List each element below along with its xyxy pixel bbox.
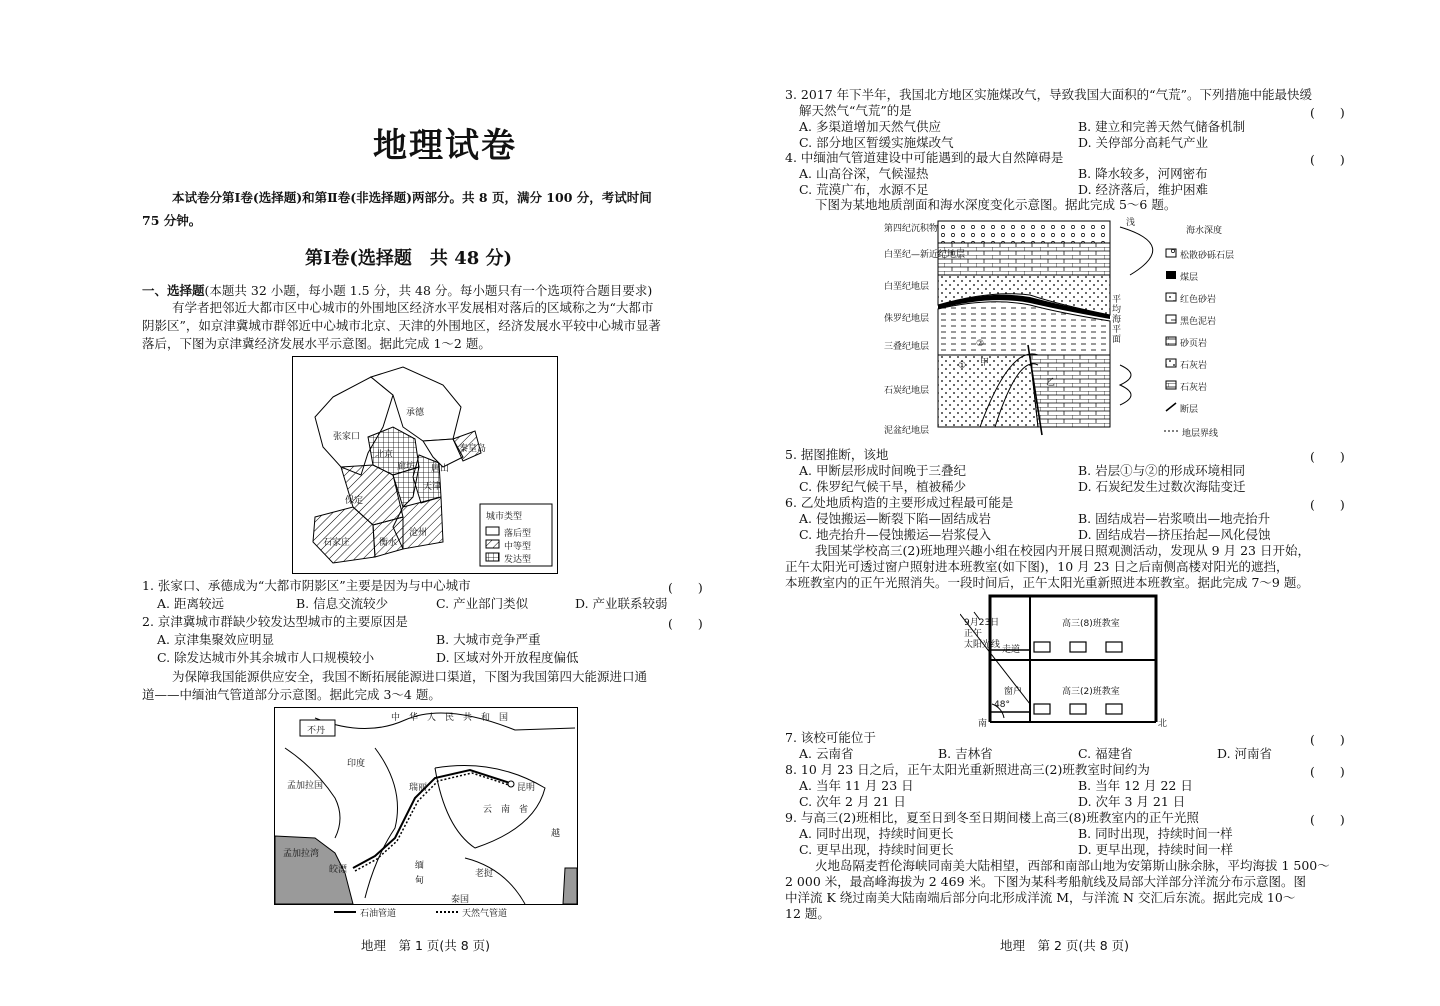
map1-legend-item: 中等型: [504, 542, 532, 552]
question-3: 3. 2017 年下半年，我国北方地区实施煤改气，导致我国大面积的“气荒”。下列措施中能最快缓: [785, 87, 1312, 102]
north-label: 北: [1158, 719, 1168, 729]
kunming-dot: [508, 781, 514, 787]
border-laos: [465, 858, 525, 904]
q9-option: C. 更早出现，持续时间更长: [799, 842, 954, 857]
jingjinji-map: [292, 356, 558, 574]
map1-label: 唐山: [431, 464, 450, 474]
geology-diagram: [880, 215, 1260, 445]
q3-option: B. 建立和完善天然气储备机制: [1078, 119, 1246, 134]
map2-label: 孟加拉国: [287, 781, 324, 791]
q7-option: D. 河南省: [1217, 746, 1273, 761]
building-diagram: [960, 592, 1180, 732]
geo-legend: 煤层: [1180, 273, 1199, 283]
gas-legend-line: [436, 911, 458, 913]
stratum-label: 泥盆纪地层: [884, 426, 930, 436]
q5-option: D. 石炭纪发生过数次海陆变迁: [1078, 479, 1246, 494]
question-6: 6. 乙处地质构造的主要形成过程最可能是: [785, 495, 1014, 510]
geo-legend: 石灰岩: [1180, 383, 1208, 393]
map1-label: 秦皇岛: [459, 444, 487, 454]
map1-label: 承德: [406, 408, 425, 418]
page-footer-left: 地理 第 1 页(共 8 页): [361, 938, 491, 953]
south-label: 南: [978, 719, 988, 729]
passage4-line: 正午太阳光可透过窗户照射进本班教室(如下图)，10 月 23 日之后南侧高楼对阳光的遮挡，: [785, 559, 1289, 574]
legend-swatch-medium: [486, 540, 499, 548]
geo-mark: 乙: [1046, 378, 1056, 388]
q1-option: B. 信息交流较少: [296, 596, 389, 611]
passage5-line: 中洋流 K 绕过南美大陆南端后部分向北形成洋流 M，与洋流 N 交汇后东流。据此完成 10～: [785, 890, 1296, 905]
q6-option: B. 固结成岩—岩浆喷出—地壳抬升: [1078, 511, 1271, 526]
passage1-line: 落后，下图为京津冀经济发展水平示意图。据此完成 1～2 题。: [142, 336, 491, 351]
angle-label: 48°: [994, 700, 1010, 710]
map2-label: 老挝: [475, 869, 494, 879]
map2-label: 缅: [415, 861, 425, 871]
passage4-line: 本班教室内的正午光照消失。一段时间后，正午太阳光重新照进本班教室。据此完成 7～9 题。: [785, 575, 1309, 590]
q6-option: A. 侵蚀搬运—断裂下陷—固结成岩: [799, 511, 991, 526]
pipeline-map-svg: [275, 708, 577, 904]
map1-legend-item: 落后型: [504, 529, 532, 539]
q4-option: A. 山高谷深，气候湿热: [799, 166, 929, 181]
corridor-label: 走道: [1002, 645, 1021, 655]
passage1-line: 有学者把邻近大都市区中心城市的外围地区经济水平发展相对落后的区域称之为“大都市: [172, 300, 654, 315]
map1-label: 沧州: [409, 528, 428, 538]
answer-paren: ( ): [1310, 732, 1345, 747]
pipeline-map: [274, 707, 578, 905]
q4-option: B. 降水较多，河网密布: [1078, 166, 1208, 181]
map1-label: 天津: [423, 482, 442, 492]
stratum-label: 三叠纪地层: [884, 342, 930, 352]
part1-heading: [142, 283, 652, 299]
stratum-label: 石炭纪地层: [884, 386, 930, 396]
answer-paren: ( ): [668, 616, 703, 631]
question-2: 2. 京津冀城市群缺少较发达型城市的主要原因是: [142, 614, 408, 629]
room-bottom-label: 高三(2)班教室: [1062, 687, 1120, 697]
q3-option: A. 多渠道增加天然气供应: [799, 119, 941, 134]
map1-label: 衡水: [379, 538, 398, 548]
passage1-line: 阴影区”，如京津冀城市群邻近中心城市北京、天津的外围地区，经济发展水平较中心城市显著: [142, 318, 661, 333]
q6-option: D. 固结成岩—挤压抬起—风化侵蚀: [1078, 527, 1271, 542]
passage3: 下图为某地地质剖面和海水深度变化示意图。据此完成 5～6 题。: [815, 197, 1177, 212]
map1-label: 北京: [375, 450, 394, 460]
stratum-label: 侏罗纪地层: [884, 314, 930, 324]
q3-option: D. 关停部分高耗气产业: [1078, 135, 1209, 150]
question-9: 9. 与高三(2)班相比，夏至日到冬至日期间楼上高三(8)班教室内的正午光照: [785, 810, 1199, 825]
q2-option: A. 京津集聚效应明显: [157, 632, 274, 647]
q1-option: C. 产业部门类似: [436, 596, 529, 611]
map2-legend-oil: 石油管道: [360, 909, 397, 919]
page-title: 地理试卷: [373, 126, 517, 166]
q4-option: D. 经济落后，维护困难: [1078, 182, 1209, 197]
answer-paren: ( ): [1310, 152, 1345, 167]
room-top-label: 高三(8)班教室: [1062, 619, 1120, 629]
answer-paren: ( ): [1310, 497, 1345, 512]
sun-label-line1: 9月23日正午: [964, 618, 1000, 639]
intro-line-1: 本试卷分第Ⅰ卷(选择题)和第Ⅱ卷(非选择题)两部分。共 8 页，满分 100 分，考试时间: [172, 190, 652, 205]
part1-desc: (本题共 32 小题，每小题 1.5 分，共 48 分。每小题只有一个选项符合题目要求): [204, 283, 653, 298]
q6-option: C. 地壳抬升—侵蚀搬运—岩浆侵入: [799, 527, 992, 542]
map2-label: 皎漂: [329, 865, 348, 875]
passage5-line: 12 题。: [785, 906, 830, 921]
map2-label: 孟加拉湾: [283, 849, 320, 859]
geo-mark: 浅: [1126, 218, 1136, 228]
q8-option: D. 次年 3 月 21 日: [1078, 794, 1186, 809]
map2-label: 印度: [347, 759, 366, 769]
section-title: 第Ⅰ卷(选择题 共 48 分): [305, 248, 513, 269]
legend-swatch-developed: [486, 553, 499, 561]
map1-legend-title: 城市类型: [486, 512, 523, 522]
q9-option: A. 同时出现，持续时间更长: [799, 826, 954, 841]
question-8: 8. 10 月 23 日之后，正午太阳光重新照进高三(2)班教室时间约为: [785, 762, 1150, 777]
q9-option: D. 更早出现，持续时间一样: [1078, 842, 1234, 857]
q1-option: D. 产业联系较弱: [575, 596, 668, 611]
passage4-line: 我国某学校高三(2)班地理兴趣小组在校园内开展日照观测活动，发现从 9 月 23 日开始，: [815, 543, 1310, 558]
geo-legend: 石灰岩: [1180, 361, 1208, 371]
q2-option: B. 大城市竞争严重: [436, 632, 541, 647]
stratum-label: 白垩纪地层: [884, 282, 930, 292]
q5-option: B. 岩层①与②的形成环境相同: [1078, 463, 1246, 478]
answer-paren: ( ): [668, 580, 703, 595]
question-1: 1. 张家口、承德成为“大都市阴影区”主要是因为与中心城市: [142, 578, 471, 593]
oil-legend-line: [334, 911, 356, 913]
part1-head: 一、选择题: [142, 283, 205, 298]
q7-option: A. 云南省: [799, 746, 854, 761]
q4-option: C. 荒漠广布，水源不足: [799, 182, 929, 197]
question-3-cont: 解天然气“气荒”的是: [799, 103, 912, 118]
q5-option: C. 侏罗纪气候干旱，植被稀少: [799, 479, 967, 494]
geo-legend: 黑色泥岩: [1180, 317, 1217, 327]
map1-label: 石家庄: [323, 538, 351, 548]
q1-option: A. 距离较远: [157, 596, 224, 611]
border-india: [285, 748, 340, 838]
q3-option: C. 部分地区暂缓实施煤改气: [799, 135, 954, 150]
q2-option: D. 区域对外开放程度偏低: [436, 650, 579, 665]
building-svg: [960, 592, 1180, 732]
q8-option: B. 当年 12 月 22 日: [1078, 778, 1193, 793]
border-myanmar: [365, 748, 398, 898]
question-4: 4. 中缅油气管道建设中可能遇到的最大自然障碍是: [785, 150, 1064, 165]
geo-mark: 甲: [980, 358, 990, 368]
map2-label: 越: [551, 829, 561, 839]
geo-mark: 平均海平面: [1112, 295, 1122, 345]
q7-option: B. 吉林省: [938, 746, 993, 761]
map2-label: 中 华 人 民 共 和 国: [391, 713, 509, 723]
geo-legend: 砂页岩: [1180, 339, 1208, 349]
oil-pipeline-path: [353, 770, 510, 868]
legend-swatch-laggard: [486, 527, 499, 535]
answer-paren: ( ): [1310, 449, 1345, 464]
geo-mark: ①: [958, 361, 967, 371]
geo-legend: 松散砂砾石层: [1180, 251, 1235, 261]
q9-option: B. 同时出现，持续时间一样: [1078, 826, 1233, 841]
geo-legend: 地层界线: [1182, 429, 1219, 439]
question-5: 5. 据图推断，该地: [785, 447, 889, 462]
gas-pipeline-path: [355, 773, 512, 871]
geo-legend: 断层: [1180, 405, 1199, 415]
map1-label: 廊坊: [397, 462, 416, 472]
map2-label: 昆明: [517, 783, 536, 793]
map1-label: 张家口: [333, 432, 361, 442]
passage2-line: 为保障我国能源供应安全，我国不断拓展能源进口渠道，下图为我国第四大能源进口通: [172, 669, 648, 684]
question-7: 7. 该校可能位于: [785, 730, 876, 745]
sea-east: [563, 868, 577, 904]
map1-legend-item: 发达型: [504, 555, 532, 565]
q8-option: C. 次年 2 月 21 日: [799, 794, 906, 809]
q7-option: C. 福建省: [1078, 746, 1133, 761]
q2-option: C. 除发达城市外其余城市人口规模较小: [157, 650, 375, 665]
stratum-label: 第四纪沉积物: [884, 224, 939, 234]
geo-mark: ②: [976, 339, 985, 349]
map2-label: 甸: [415, 876, 425, 886]
q8-option: A. 当年 11 月 23 日: [799, 778, 914, 793]
passage2-line: 道——中缅油气管道部分示意图。据此完成 3～4 题。: [142, 687, 441, 702]
page-footer-right: 地理 第 2 页(共 8 页): [1000, 938, 1130, 953]
geo-legend: 海水深度: [1186, 226, 1223, 236]
answer-paren: ( ): [1310, 812, 1345, 827]
passage5-line: 火地岛隔麦哲伦海峡同南美大陆相望，西部和南部山地为安第斯山脉余脉，平均海拔 1 500～: [815, 858, 1330, 873]
q5-option: A. 甲断层形成时间晚于三叠纪: [799, 463, 966, 478]
passage5-line: 2 000 米，最高峰海拔为 2 469 米。下图为某科考船航线及局部大洋部分洋流分布示意图。图: [785, 874, 1306, 889]
answer-paren: ( ): [1310, 105, 1345, 120]
intro-line-2: 75 分钟。: [142, 213, 202, 228]
stratum-label: 白垩纪—新近纪地层: [884, 250, 966, 260]
answer-paren: ( ): [1310, 764, 1345, 779]
map2-legend-gas: 天然气管道: [462, 909, 508, 919]
sun-label-line2: 太阳光线: [964, 640, 1001, 650]
window-label: 窗户: [1004, 687, 1023, 697]
map2-label: 不丹: [307, 726, 326, 736]
map1-label: 保定: [345, 496, 364, 506]
map2-label: 泰国: [451, 895, 470, 905]
map2-label: 瑞丽: [409, 783, 428, 793]
map2-label: 云 南 省: [483, 805, 529, 815]
geo-legend: 红色砂岩: [1180, 295, 1217, 305]
